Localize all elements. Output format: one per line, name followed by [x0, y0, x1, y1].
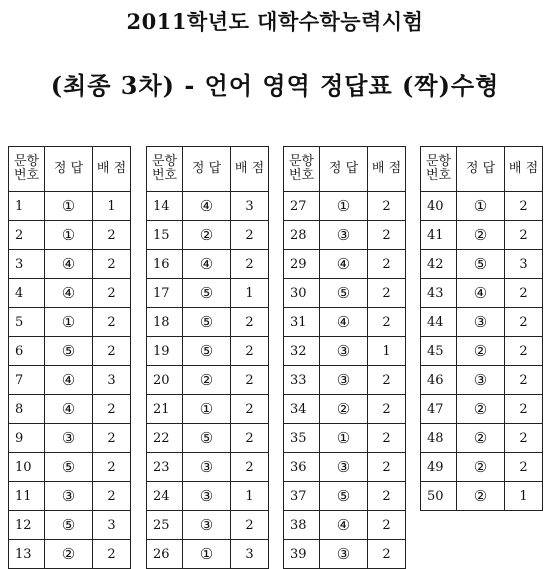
points-value: 2 [93, 279, 131, 308]
question-number: 5 [9, 308, 45, 337]
points-value: 1 [231, 279, 269, 308]
table-row [284, 250, 406, 279]
question-number: 1 [9, 192, 45, 221]
answer-value: ④ [183, 250, 231, 279]
answer-value: ① [320, 192, 368, 221]
question-number: 18 [147, 308, 183, 337]
question-number: 42 [421, 250, 457, 279]
points-value: 2 [505, 337, 543, 366]
page-title: 2011학년도 대학수학능력시험 [126, 9, 424, 34]
points-value: 2 [368, 395, 406, 424]
table-row [9, 250, 131, 279]
table-row [421, 308, 543, 337]
points-value: 1 [505, 482, 543, 511]
answer-value: ③ [45, 424, 93, 453]
question-number: 49 [421, 453, 457, 482]
column-header-number: 문항 번호 [9, 147, 45, 192]
answer-value: ③ [320, 366, 368, 395]
table-row [284, 308, 406, 337]
answer-value: ① [45, 221, 93, 250]
answer-value: ② [457, 221, 505, 250]
column-header-answer: 정 답 [183, 147, 231, 192]
question-number: 7 [9, 366, 45, 395]
answer-value: ② [457, 337, 505, 366]
points-value: 2 [231, 453, 269, 482]
question-number: 2 [9, 221, 45, 250]
points-value: 2 [505, 395, 543, 424]
answer-value: ① [320, 424, 368, 453]
answer-value: ① [45, 192, 93, 221]
question-number: 12 [9, 511, 45, 540]
column-header-number: 문항 번호 [284, 147, 320, 192]
answer-table-3 [283, 146, 406, 569]
question-number: 39 [284, 540, 320, 569]
points-value: 2 [368, 308, 406, 337]
question-number: 40 [421, 192, 457, 221]
answer-value: ④ [45, 250, 93, 279]
column-header-answer: 정 답 [45, 147, 93, 192]
column-header-points: 배 점 [231, 147, 269, 192]
question-number: 30 [284, 279, 320, 308]
points-value: 2 [231, 250, 269, 279]
table-row [284, 540, 406, 569]
answer-value: ③ [457, 308, 505, 337]
answer-value: ③ [320, 540, 368, 569]
table-row [421, 366, 543, 395]
points-value: 2 [368, 250, 406, 279]
table-row [284, 511, 406, 540]
column-header-points: 배 점 [505, 147, 543, 192]
points-value: 2 [93, 482, 131, 511]
column-header-number: 문항 번호 [147, 147, 183, 192]
points-value: 2 [368, 221, 406, 250]
answer-value: ⑤ [183, 308, 231, 337]
table-row [421, 250, 543, 279]
table-row [147, 453, 269, 482]
points-value: 2 [505, 192, 543, 221]
points-value: 2 [93, 395, 131, 424]
question-number: 10 [9, 453, 45, 482]
question-number: 15 [147, 221, 183, 250]
question-number: 50 [421, 482, 457, 511]
table-row [147, 482, 269, 511]
points-value: 2 [368, 424, 406, 453]
answer-value: ⑤ [320, 482, 368, 511]
points-value: 3 [93, 366, 131, 395]
points-value: 3 [93, 511, 131, 540]
question-number: 3 [9, 250, 45, 279]
table-row [147, 395, 269, 424]
question-number: 6 [9, 337, 45, 366]
points-value: 2 [368, 279, 406, 308]
points-value: 2 [93, 337, 131, 366]
points-value: 2 [93, 424, 131, 453]
answer-value: ② [45, 540, 93, 569]
answer-value: ② [457, 453, 505, 482]
question-number: 14 [147, 192, 183, 221]
table-row [9, 221, 131, 250]
question-number: 28 [284, 221, 320, 250]
question-number: 20 [147, 366, 183, 395]
question-number: 41 [421, 221, 457, 250]
points-value: 2 [231, 366, 269, 395]
points-value: 2 [231, 511, 269, 540]
answer-value: ① [457, 192, 505, 221]
points-value: 2 [505, 279, 543, 308]
table-row [284, 337, 406, 366]
table-row [421, 221, 543, 250]
table-row [421, 337, 543, 366]
table-row [421, 395, 543, 424]
question-number: 37 [284, 482, 320, 511]
question-number: 47 [421, 395, 457, 424]
page-subtitle: (최종 3차) - 언어 영역 정답표 (짝)수형 [50, 71, 500, 100]
table-row [147, 192, 269, 221]
question-number: 29 [284, 250, 320, 279]
answer-value: ② [183, 366, 231, 395]
question-number: 32 [284, 337, 320, 366]
question-number: 26 [147, 540, 183, 569]
answer-value: ⑤ [45, 511, 93, 540]
points-value: 1 [231, 482, 269, 511]
points-value: 2 [93, 250, 131, 279]
question-number: 45 [421, 337, 457, 366]
points-value: 2 [368, 192, 406, 221]
table-row [9, 337, 131, 366]
answer-value: ② [457, 424, 505, 453]
table-row [284, 279, 406, 308]
table-row [421, 279, 543, 308]
points-value: 2 [93, 540, 131, 569]
answer-value: ⑤ [320, 279, 368, 308]
answer-value: ① [183, 540, 231, 569]
column-header-points: 배 점 [368, 147, 406, 192]
column-header-answer: 정 답 [457, 147, 505, 192]
question-number: 43 [421, 279, 457, 308]
question-number: 24 [147, 482, 183, 511]
points-value: 2 [505, 453, 543, 482]
question-number: 23 [147, 453, 183, 482]
table-row [421, 453, 543, 482]
points-value: 2 [368, 366, 406, 395]
question-number: 33 [284, 366, 320, 395]
answer-value: ① [183, 395, 231, 424]
table-row [284, 221, 406, 250]
table-row [9, 511, 131, 540]
question-number: 17 [147, 279, 183, 308]
answer-value: ② [457, 395, 505, 424]
question-number: 9 [9, 424, 45, 453]
question-number: 25 [147, 511, 183, 540]
points-value: 3 [231, 540, 269, 569]
table-row [9, 366, 131, 395]
answer-value: ③ [45, 482, 93, 511]
question-number: 48 [421, 424, 457, 453]
table-row [9, 279, 131, 308]
column-header-answer: 정 답 [320, 147, 368, 192]
answer-value: ⑤ [183, 424, 231, 453]
question-number: 16 [147, 250, 183, 279]
table-row [147, 366, 269, 395]
table-row [421, 192, 543, 221]
answer-value: ④ [457, 279, 505, 308]
question-number: 34 [284, 395, 320, 424]
table-row [147, 221, 269, 250]
question-number: 21 [147, 395, 183, 424]
answer-table-1 [8, 146, 131, 569]
points-value: 1 [368, 337, 406, 366]
table-row [284, 366, 406, 395]
points-value: 2 [231, 424, 269, 453]
points-value: 2 [93, 453, 131, 482]
points-value: 2 [505, 308, 543, 337]
column-header-points: 배 점 [93, 147, 131, 192]
column-header-number: 문항 번호 [421, 147, 457, 192]
table-row [147, 540, 269, 569]
question-number: 22 [147, 424, 183, 453]
table-row [147, 279, 269, 308]
points-value: 2 [368, 453, 406, 482]
table-row [284, 192, 406, 221]
points-value: 2 [231, 308, 269, 337]
table-row [147, 337, 269, 366]
answer-value: ⑤ [183, 337, 231, 366]
table-row [147, 511, 269, 540]
answer-value: ④ [45, 366, 93, 395]
question-number: 46 [421, 366, 457, 395]
table-row [147, 308, 269, 337]
answer-value: ④ [45, 395, 93, 424]
answer-value: ④ [320, 250, 368, 279]
question-number: 38 [284, 511, 320, 540]
points-value: 3 [231, 192, 269, 221]
table-row [421, 424, 543, 453]
answer-value: ⑤ [457, 250, 505, 279]
table-row [9, 482, 131, 511]
points-value: 2 [368, 511, 406, 540]
answer-value: ② [183, 221, 231, 250]
answer-value: ③ [320, 337, 368, 366]
answer-value: ② [320, 395, 368, 424]
question-number: 8 [9, 395, 45, 424]
answer-value: ⑤ [183, 279, 231, 308]
answer-value: ③ [183, 482, 231, 511]
points-value: 1 [93, 192, 131, 221]
table-row [9, 308, 131, 337]
question-number: 36 [284, 453, 320, 482]
answer-value: ④ [45, 279, 93, 308]
answer-value: ⑤ [45, 337, 93, 366]
table-row [9, 424, 131, 453]
answer-value: ④ [320, 308, 368, 337]
answer-value: ③ [183, 511, 231, 540]
points-value: 3 [505, 250, 543, 279]
answer-value: ⑤ [45, 453, 93, 482]
answer-value: ④ [320, 511, 368, 540]
question-number: 4 [9, 279, 45, 308]
table-row [284, 424, 406, 453]
table-row [284, 453, 406, 482]
answer-value: ③ [320, 221, 368, 250]
points-value: 2 [368, 482, 406, 511]
answer-value: ① [45, 308, 93, 337]
points-value: 2 [368, 540, 406, 569]
answer-table-4 [420, 146, 543, 511]
table-row [9, 395, 131, 424]
question-number: 27 [284, 192, 320, 221]
points-value: 2 [93, 308, 131, 337]
table-row [284, 395, 406, 424]
answer-value: ④ [183, 192, 231, 221]
question-number: 31 [284, 308, 320, 337]
table-row [9, 453, 131, 482]
table-row [147, 424, 269, 453]
question-number: 19 [147, 337, 183, 366]
question-number: 13 [9, 540, 45, 569]
question-number: 11 [9, 482, 45, 511]
answer-value: ③ [320, 453, 368, 482]
table-row [147, 250, 269, 279]
answer-value: ③ [183, 453, 231, 482]
table-row [284, 482, 406, 511]
table-row [9, 192, 131, 221]
points-value: 2 [505, 424, 543, 453]
question-number: 35 [284, 424, 320, 453]
points-value: 2 [231, 395, 269, 424]
points-value: 2 [505, 366, 543, 395]
answer-table-2 [146, 146, 269, 569]
points-value: 2 [93, 221, 131, 250]
points-value: 2 [231, 221, 269, 250]
table-row [9, 540, 131, 569]
question-number: 44 [421, 308, 457, 337]
points-value: 2 [505, 221, 543, 250]
points-value: 2 [231, 337, 269, 366]
answer-value: ② [457, 482, 505, 511]
answer-value: ③ [457, 366, 505, 395]
table-row [421, 482, 543, 511]
